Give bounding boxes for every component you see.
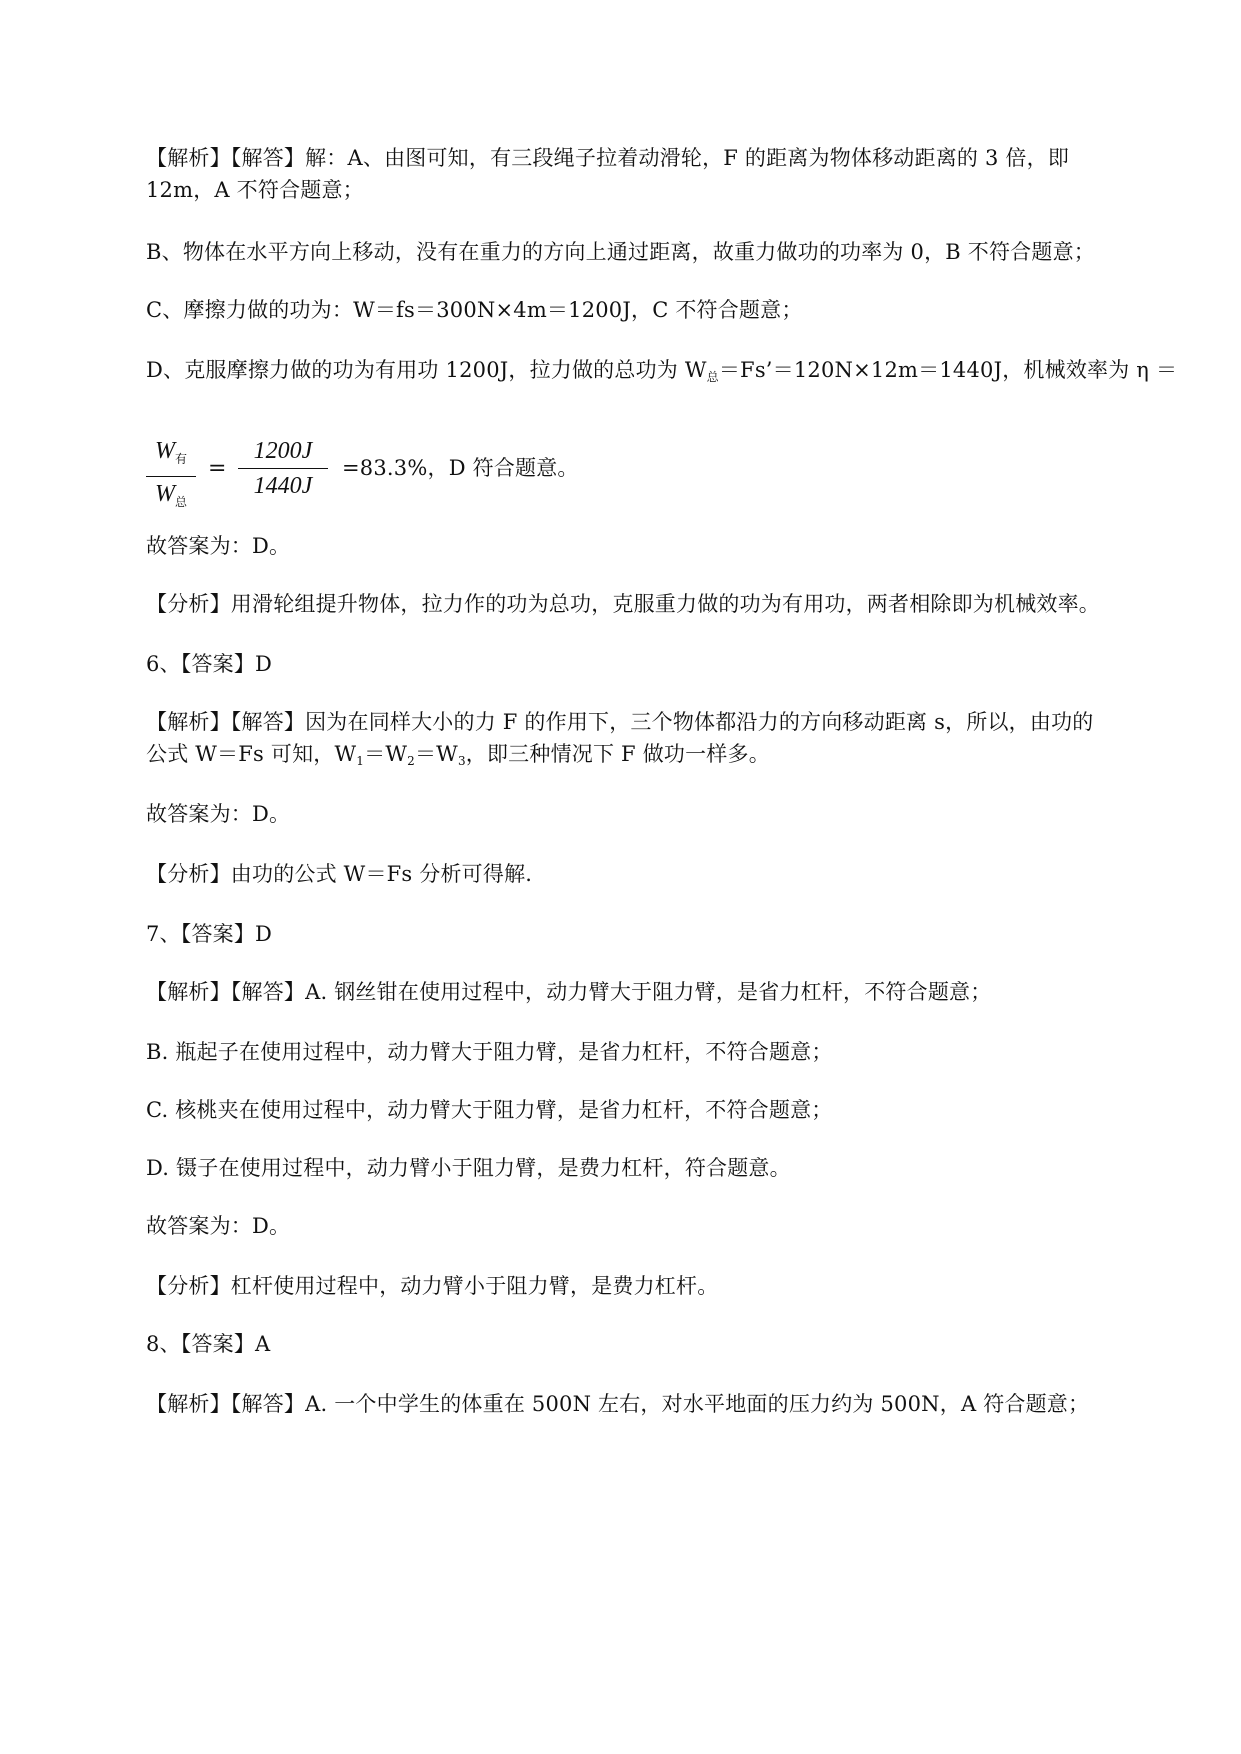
paragraph-option-c: C、摩擦力做的功为：W＝fs＝300N×4m＝1200J，C 不符合题意；	[146, 298, 803, 322]
fraction-values	[238, 436, 328, 501]
fraction1-bar	[146, 476, 196, 477]
formula-result: =83.3%，D 符合题意。	[342, 456, 579, 480]
fraction2-numerator: 1200J	[253, 438, 313, 464]
paragraph-answer-header-7: 7、【答案】D	[146, 922, 273, 946]
paragraph-analysis-7-option-b: B. 瓶起子在使用过程中，动力臂大于阻力臂，是省力杠杆，不符合题意；	[146, 1040, 833, 1064]
fraction-useful-over-total	[146, 436, 196, 517]
paragraph-analysis-summary-5: 【分析】用滑轮组提升物体，拉力作的功为总功，克服重力做的功为有用功，两者相除即为机械效率。	[146, 592, 1100, 616]
paragraph-analysis-6-line2: 公式 W＝Fs 可知，$W_1=W_2=W_3$，即三种情况下 F 做功一样多。	[146, 742, 770, 768]
paragraph-answer-header-6: 6、【答案】D	[146, 652, 273, 676]
equals-sign: =	[208, 456, 227, 481]
paragraph-option-d	[146, 352, 1178, 395]
paragraph-option-b: B、物体在水平方向上移动，没有在重力的方向上通过距离，故重力做功的功率为 0，B 不符合题意；	[146, 240, 1095, 264]
paragraph-analysis-7-option-d: D. 镊子在使用过程中，动力臂小于阻力臂，是费力杠杆，符合题意。	[146, 1156, 791, 1180]
paragraph-analysis-7-option-a: 【解析】【解答】A. 钢丝钳在使用过程中，动力臂大于阻力臂，是省力杠杆，不符合题意；	[146, 980, 992, 1004]
paragraph-answer-header-8: 8、【答案】A	[146, 1332, 271, 1356]
paragraph-analysis-8-option-a: 【解析】【解答】A. 一个中学生的体重在 500N 左右，对水平地面的压力约为 500N，A 符合题意；	[146, 1392, 1090, 1416]
paragraph-analysis-5-line2: 12m，A 不符合题意；	[146, 178, 364, 202]
option-d-subscript: 总	[706, 370, 719, 384]
paragraph-analysis-5-line1: 【解析】【解答】解：A、由图可知，有三段绳子拉着动滑轮，F 的距离为物体移动距离的 3 倍，即	[146, 146, 1070, 170]
paragraph-answer-5: 故答案为：D。	[146, 534, 291, 558]
paragraph-answer-7: 故答案为：D。	[146, 1214, 291, 1238]
paragraph-analysis-6-line1: 【解析】【解答】因为在同样大小的力 F 的作用下，三个物体都沿力的方向移动距离 s，所以，由功的	[146, 710, 1094, 734]
efficiency-formula	[146, 436, 1146, 509]
fraction2-bar	[238, 468, 328, 469]
paragraph-analysis-summary-6: 【分析】由功的公式 W＝Fs 分析可得解.	[146, 862, 533, 886]
paragraph-analysis-7-option-c: C. 核桃夹在使用过程中，动力臂大于阻力臂，是省力杠杆，不符合题意；	[146, 1098, 833, 1122]
fraction1-denominator: $W_总$	[154, 481, 187, 509]
option-d-text-post: ＝Fs’＝120N×12m＝1440J，机械效率为 η ＝	[718, 358, 1178, 382]
option-d-text-pre: D、克服摩擦力做的功为有用功 1200J，拉力做的总功为 W	[146, 358, 707, 382]
fraction2-denominator: 1440J	[253, 473, 313, 499]
paragraph-answer-6: 故答案为：D。	[146, 802, 291, 826]
paragraph-analysis-summary-7: 【分析】杠杆使用过程中，动力臂小于阻力臂，是费力杠杆。	[146, 1274, 719, 1298]
fraction1-numerator: $W_有$	[154, 438, 187, 466]
